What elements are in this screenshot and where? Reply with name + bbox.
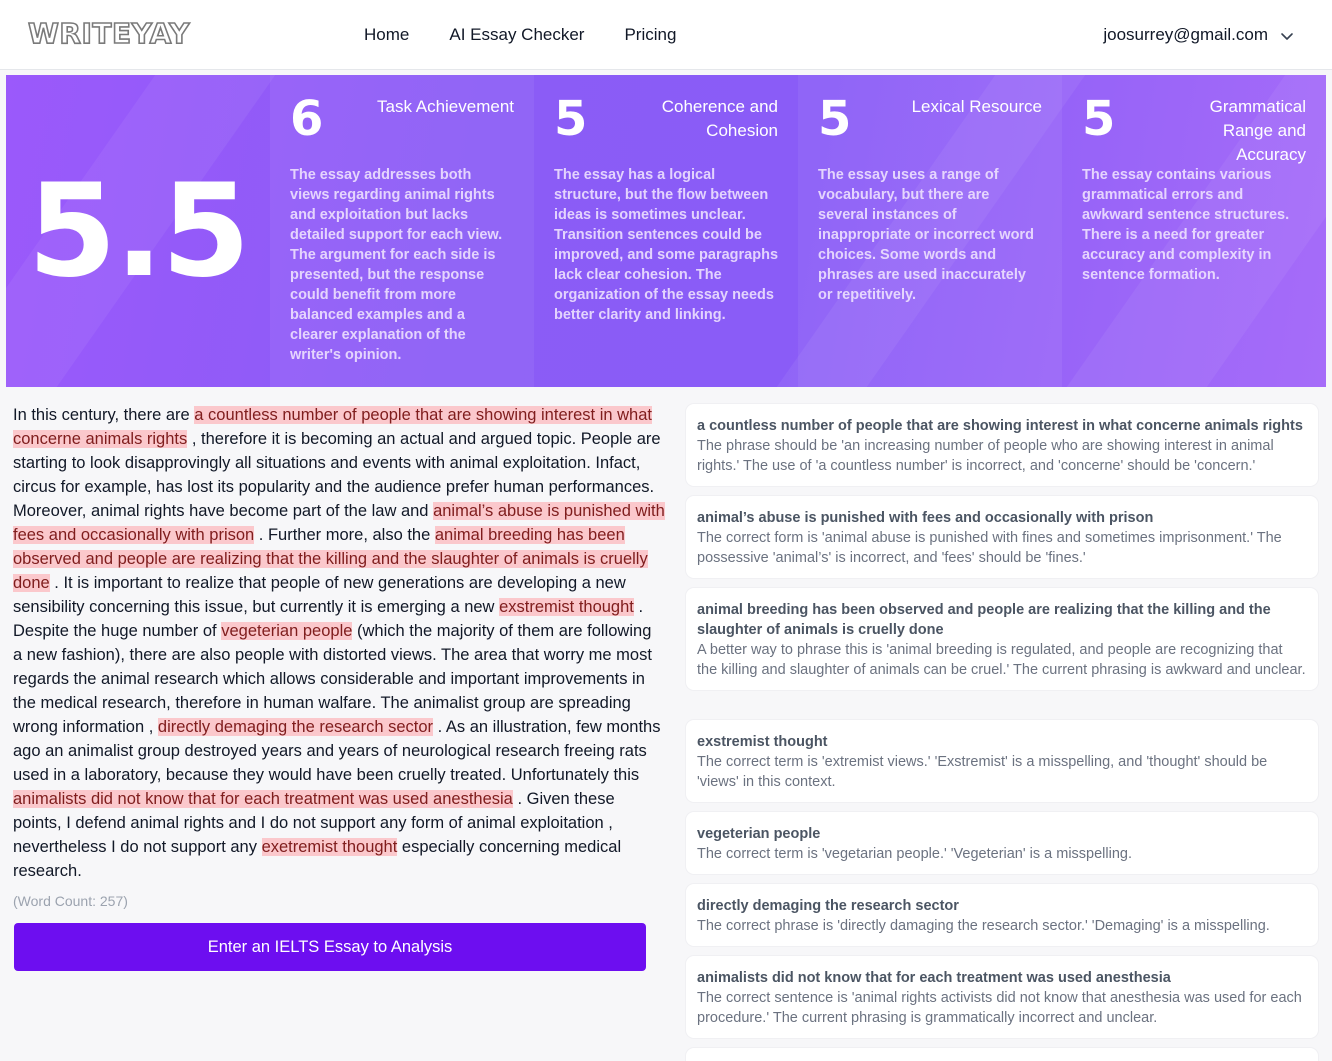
overall-band-score: 5.5 [27,156,249,306]
error-highlight[interactable]: animalists did not know that for each treatment was used anesthesia [13,790,513,808]
criterion-description: The essay uses a range of vocabulary, but there are several instances of inappropriate or incorrect word choices. Some words and phrases are used inaccurately or repetitively. [818,167,1034,303]
essay-segment: . As an illustration, few months ago an animalist group destroyed years and years of neurological research freeing rats used in a laboratory, because they would have been cruelly treated. Unfortunately this [13,718,661,784]
essay-segment: . Given these points, I defend animal rights and I do not support any form of animal exploitation , nevertheless I do not support any [13,790,615,856]
feedback-card[interactable] [686,884,1318,946]
feedback-phrase: a countless number of people that are showing interest in what concerne animals rights [697,418,1303,434]
error-highlight[interactable]: animal breeding has been observed and people are realizing that the killing and the slaughter of animals is cruelly done [13,526,648,592]
word-count: (Word Count: 257) [13,893,128,909]
criterion-lexical-resource [798,75,1062,387]
nav-ai-essay-checker-link[interactable]: AI Essay Checker [449,25,585,44]
feedback-card[interactable] [686,588,1318,690]
criterion-description: The essay addresses both views regarding animal rights and exploitation but lacks detailed support for each view. The argument for each side is presented, but the response could benefit from more balanced examples and a clearer explanation of the writer's opinion. [290,167,503,363]
feedback-phrase: vegeterian people [697,826,821,842]
essay-segment: . Further more, also the [254,526,435,544]
error-highlight[interactable]: directly demaging the research sector [157,718,434,736]
criterion-grammatical-range [1062,75,1326,387]
feedback-explanation: The correct phrase is 'directly damaging the research sector.' 'Demaging' is a misspelling. [697,918,1270,934]
feedback-card-partial[interactable] [686,1048,1318,1061]
feedback-card[interactable] [686,496,1318,578]
essay-segment: especially concerning medical research. [13,838,622,880]
criterion-description: The essay has a logical structure, but the flow between ideas is sometimes unclear. Transition sentences could be improved, and some paragraphs lack clear cohesion. The organization of the essay needs better clarity and linking. [554,167,779,323]
feedback-phrase: directly demaging the research sector [697,898,959,914]
main-nav [364,24,716,46]
feedback-explanation: The phrase should be 'an increasing number of people who are showing interest in animal rights.' The use of 'a countless number' is incorrect, and 'concerne' should be 'concern.' [697,438,1274,474]
feedback-explanation: The correct sentence is 'animal rights activists did not know that anesthesia was used for each procedure.' The current phrasing is grammatically incorrect and unclear. [697,990,1302,1026]
essay-segment: (which the majority of them are following a new fashion), there are also people with distorted views. The area that worry me most regards the animal research which allows considerable and important improvements in the medical research, therefore in human walfare. The animalist group are spreading wrong information , [13,622,652,736]
feedback-phrase: animalists did not know that for each treatment was used anesthesia [697,970,1171,986]
essay-segment: , therefore it is becoming an actual and argued topic. People are starting to look disapprovingly all situations and events with animal exploitation. Infact, circus for example, has lost its popularity and the audience prefer human performances. Moreover, animal rights have become part of the law and [13,430,661,520]
feedback-card[interactable] [686,812,1318,874]
chevron-down-icon [1280,29,1294,43]
feedback-explanation: The correct term is 'vegetarian people.' 'Vegeterian' is a misspelling. [697,846,1133,862]
score-banner [6,75,1326,387]
feedback-phrase: animal’s abuse is punished with fees and occasionally with prison [697,510,1154,526]
criterion-score: 5 [554,91,588,147]
criterion-name: Task Achievement [376,97,514,116]
feedback-card[interactable] [686,720,1318,802]
criterion-task-achievement [270,75,534,387]
user-email: joosurrey@gmail.com [1103,25,1268,44]
essay-segment: In this century, there are [13,406,195,424]
criterion-name: Grammatical Range and Accuracy [1209,97,1306,164]
essay-segment: . It is important to realize that people of new generations are developing a new sensibility concerning this issue, but currently it is emerging a new [13,574,626,616]
feedback-phrase: animal breeding has been observed and people are realizing that the killing and the slaughter of animals is cruelly done [697,602,1271,638]
error-highlight[interactable]: a countless number of people that are showing interest in what concerne animals rights [13,406,652,448]
error-highlight[interactable]: vegeterian people [221,622,353,640]
criterion-score: 5 [1082,91,1116,147]
criterion-name: Lexical Resource [911,97,1042,116]
feedback-phrase: exstremist thought [697,734,828,750]
feedback-explanation: A better way to phrase this is 'animal breeding is regulated, and people are recognizing that the killing and slaughter of animals can be cruel.' The current phrasing is awkward and unclear. [697,642,1306,678]
nav-pricing-link[interactable]: Pricing [624,25,677,44]
top-nav-bar [0,0,1332,70]
error-highlight[interactable]: animal’s abuse is punished with fees and occasionally with prison [13,502,665,544]
criterion-score: 5 [818,91,852,147]
feedback-card[interactable] [686,956,1318,1038]
feedback-explanation: The correct term is 'extremist views.' 'Exstremist' is a misspelling, and 'thought' should be 'views' in this context. [697,754,1268,790]
nav-home-link[interactable]: Home [364,25,410,44]
criterion-description: The essay contains various grammatical errors and awkward sentence structures. There is a need for greater accuracy and complexity in sentence formation. [1082,167,1290,283]
feedback-card[interactable] [686,404,1318,486]
criterion-score: 6 [290,91,324,147]
criterion-name: Coherence and Cohesion [661,97,778,140]
writeyay-logo[interactable]: WRITEYAY [28,17,190,50]
essay-text [13,403,665,883]
error-highlight[interactable]: exetremist thought [261,838,398,856]
error-highlight[interactable]: exstremist thought [499,598,634,616]
enter-essay-button[interactable]: Enter an IELTS Essay to Analysis [14,923,646,971]
feedback-explanation: The correct form is 'animal abuse is punished with fines and sometimes imprisonment.' The possessive 'animal’s' is incorrect, and 'fees' should be 'fines.' [697,530,1282,566]
user-menu[interactable] [1103,24,1294,46]
essay-segment: . Despite the huge number of [13,598,644,640]
criterion-coherence-cohesion [534,75,798,387]
